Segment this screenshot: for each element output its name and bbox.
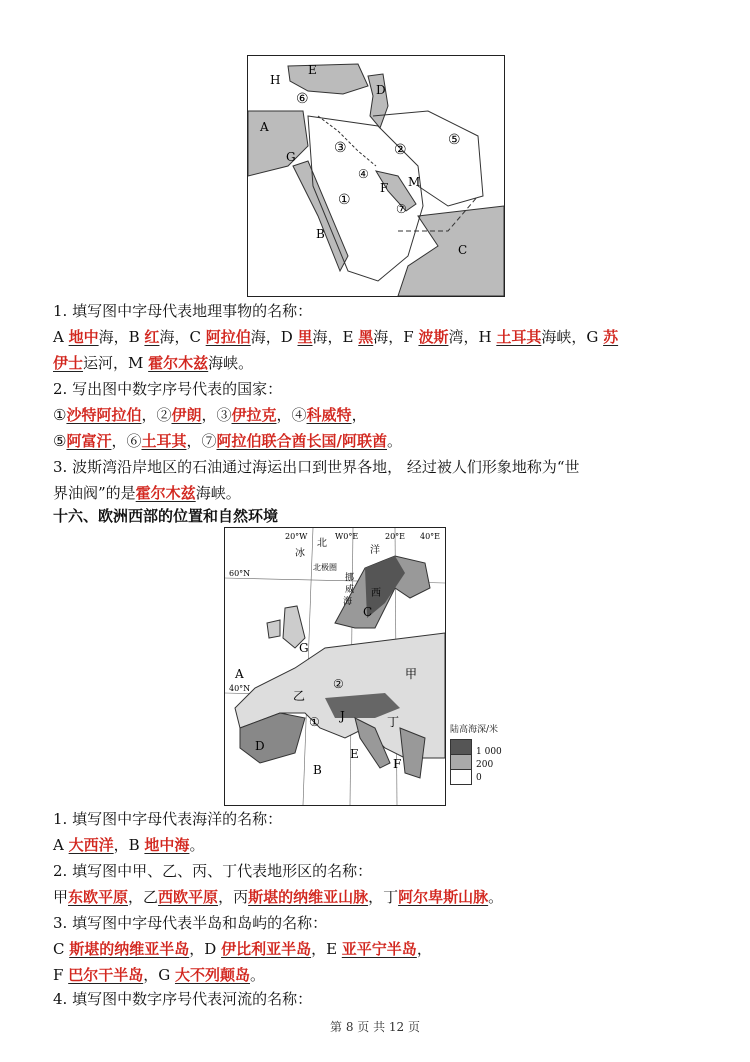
- page-footer: 第 8 页 共 12 页: [330, 1020, 420, 1034]
- label-2: ②: [394, 142, 407, 158]
- q6-title: 3. 填写图中字母代表半岛和岛屿的名称：: [53, 914, 328, 932]
- label-H: H: [270, 73, 281, 87]
- europe-map-drawing: [225, 528, 445, 805]
- lbl-ding: 丁: [387, 715, 400, 729]
- q3-line1: 3. 波斯湾沿岸地区的石油通过海运出口到世界各地， 经过被人们形象地称为“世: [53, 458, 580, 476]
- q4-answers: A 大西洋，B 地中海。: [53, 836, 205, 854]
- border-line: [318, 116, 376, 166]
- lbl-40n: 40°N: [229, 684, 251, 693]
- q5-title: 2. 填写图中甲、乙、丙、丁代表地形区的名称：: [53, 862, 373, 880]
- label-7: ⑦: [396, 202, 407, 216]
- ireland: [267, 620, 280, 638]
- europe-map: [224, 527, 446, 806]
- label-B: B: [316, 227, 325, 241]
- lbl-arctic: 北极圈: [313, 563, 337, 572]
- section-title: 十六、欧洲西部的位置和自然环境: [53, 507, 279, 525]
- q2-line1: ①沙特阿拉伯，②伊朗，③伊拉克，④科威特，: [53, 406, 367, 424]
- legend-swatch-low: [450, 770, 472, 785]
- legend-swatch-high: [450, 739, 472, 755]
- legend-title: 陆高海深/米: [450, 725, 499, 735]
- q4-title: 1. 填写图中字母代表海洋的名称：: [53, 810, 283, 828]
- lbl-1: ①: [309, 715, 320, 729]
- label-M: M: [408, 175, 421, 189]
- label-5: ⑤: [448, 132, 461, 148]
- black-sea: [288, 64, 368, 94]
- lbl-J: J: [340, 709, 345, 723]
- q3-line2: 界油阀”的是霍尔木兹海峡。: [53, 484, 241, 502]
- lbl-bei: 北: [317, 538, 327, 549]
- q5-answers: 甲东欧平原，乙西欧平原，丙斯堪的纳维亚山脉，丁阿尔卑斯山脉。: [53, 888, 504, 906]
- q2-title: 2. 写出图中数字序号代表的国家：: [53, 380, 283, 398]
- lbl-jia: 甲: [405, 667, 418, 681]
- q7-title: 4. 填写图中数字序号代表河流的名称：: [53, 990, 313, 1008]
- label-C: C: [458, 243, 468, 257]
- lbl-norway: 挪: [345, 573, 355, 583]
- lbl-bing: 冰: [295, 548, 305, 559]
- label-E: E: [308, 63, 317, 77]
- lbl-B: B: [313, 763, 322, 777]
- lbl-C: C: [363, 605, 373, 619]
- middle-east-map: [247, 55, 505, 297]
- lbl-G: G: [299, 641, 309, 655]
- label-6: ⑥: [296, 91, 309, 107]
- lbl-E: E: [350, 747, 359, 761]
- q1-line2: 伊士运河，M 霍尔木兹海峡。: [53, 354, 254, 372]
- label-G: G: [286, 150, 296, 164]
- red-sea: [293, 161, 348, 271]
- label-3: ③: [334, 140, 347, 156]
- legend-swatch-mid: [450, 755, 472, 770]
- arabian-sea: [398, 206, 504, 296]
- lbl-hai: 海: [343, 597, 353, 607]
- legend-0: 0: [476, 773, 482, 783]
- q6-line1: C 斯堪的纳维亚半岛，D 伊比利亚半岛，E 亚平宁半岛，: [53, 940, 432, 958]
- lbl-2: ②: [333, 677, 344, 691]
- lbl-F: F: [393, 757, 402, 771]
- legend-200: 200: [476, 760, 494, 770]
- lbl-20e: 20°E: [385, 532, 406, 541]
- lbl-xi: 西: [371, 588, 381, 599]
- middle-east-map-drawing: [248, 56, 504, 296]
- lbl-A: A: [235, 667, 244, 681]
- label-4: ④: [358, 167, 369, 181]
- lbl-20w: 20°W: [285, 532, 308, 541]
- q1-line1: A 地中海，B 红海，C 阿拉伯海，D 里海，E 黑海，F 波斯湾，H 土耳其海峡，G 苏: [53, 328, 619, 346]
- lbl-D: D: [255, 739, 265, 753]
- q6-line2: F 巴尔干半岛，G 大不列颠岛。: [53, 966, 265, 984]
- lbl-yi: 乙: [293, 689, 306, 703]
- legend-1000: 1 000: [476, 747, 502, 757]
- label-1: ①: [338, 192, 351, 208]
- q2-line2: ⑤阿富汗，⑥土耳其，⑦阿拉伯联合酋长国/阿联酋。: [53, 432, 403, 450]
- label-D: D: [376, 83, 386, 97]
- lbl-0: W0°E: [335, 532, 359, 541]
- lbl-40e: 40°E: [420, 532, 441, 541]
- europe-legend: [450, 722, 520, 785]
- lbl-60n: 60°N: [229, 569, 251, 578]
- lbl-wei: 威: [345, 585, 355, 595]
- label-F: F: [380, 181, 389, 195]
- lbl-yang: 洋: [370, 545, 380, 556]
- label-A: A: [260, 120, 269, 134]
- q1-title: 1. 填写图中字母代表地理事物的名称：: [53, 302, 313, 320]
